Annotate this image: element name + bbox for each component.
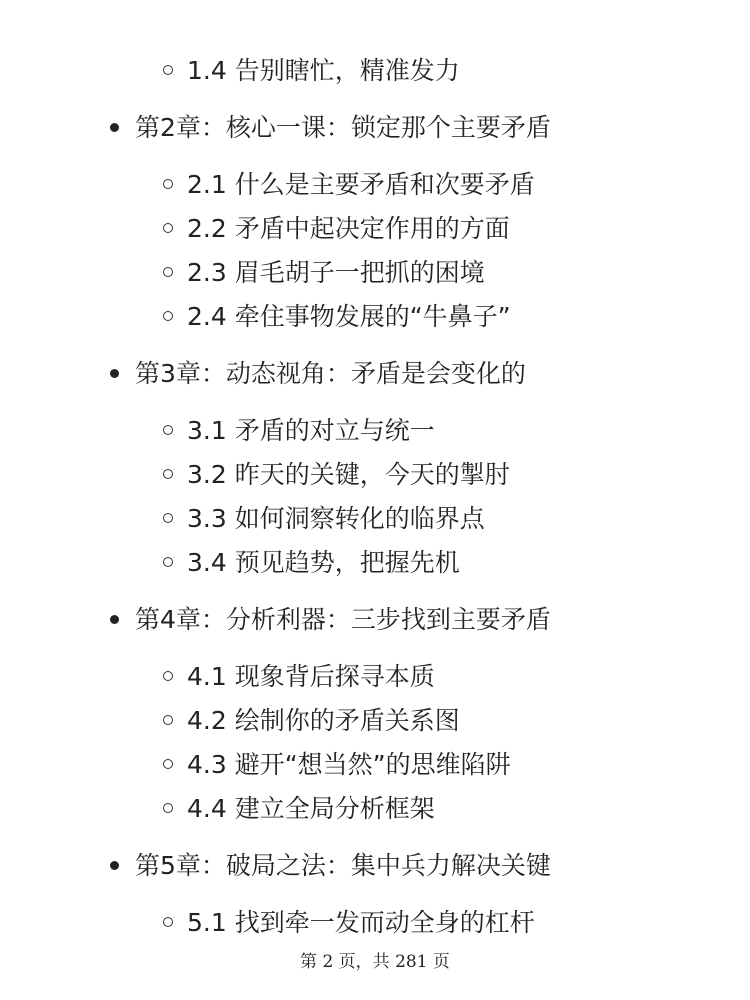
filled-disc-bullet-icon <box>110 123 119 132</box>
filled-disc-bullet-icon <box>110 861 119 870</box>
toc-section-item <box>163 297 511 337</box>
hollow-circle-bullet-icon <box>163 803 173 813</box>
hollow-circle-bullet-icon <box>163 759 173 769</box>
toc-item-text: 4.4 建立全局分析框架 <box>187 794 435 823</box>
toc-section-item <box>163 455 510 495</box>
toc-item-text: 第5章：破局之法：集中兵力解决关键 <box>135 851 551 880</box>
toc-section-item <box>163 253 485 293</box>
toc-item-text: 2.2 矛盾中起决定作用的方面 <box>187 214 510 243</box>
toc-item-text: 4.3 避开“想当然”的思维陷阱 <box>187 750 511 779</box>
hollow-circle-bullet-icon <box>163 917 173 927</box>
toc-item-text: 2.3 眉毛胡子一把抓的困境 <box>187 258 485 287</box>
hollow-circle-bullet-icon <box>163 425 173 435</box>
toc-section-item <box>163 209 510 249</box>
toc-item-text: 第4章：分析利器：三步找到主要矛盾 <box>135 605 551 634</box>
hollow-circle-bullet-icon <box>163 311 173 321</box>
toc-section-item <box>163 745 511 785</box>
hollow-circle-bullet-icon <box>163 469 173 479</box>
toc-section-item <box>163 165 535 205</box>
hollow-circle-bullet-icon <box>163 267 173 277</box>
toc-chapter-item <box>110 846 551 886</box>
toc-chapter-item <box>110 354 526 394</box>
toc-item-text: 2.4 牵住事物发展的“牛鼻子” <box>187 302 511 331</box>
toc-section-item <box>163 701 460 741</box>
toc-section-item <box>163 903 535 943</box>
filled-disc-bullet-icon <box>110 369 119 378</box>
toc-section-item <box>163 657 435 697</box>
toc-chapter-item <box>110 600 551 640</box>
hollow-circle-bullet-icon <box>163 223 173 233</box>
toc-item-text: 3.3 如何洞察转化的临界点 <box>187 504 485 533</box>
hollow-circle-bullet-icon <box>163 513 173 523</box>
toc-item-text: 4.2 绘制你的矛盾关系图 <box>187 706 460 735</box>
toc-item-text: 1.4 告别瞎忙，精准发力 <box>187 56 460 85</box>
hollow-circle-bullet-icon <box>163 671 173 681</box>
hollow-circle-bullet-icon <box>163 557 173 567</box>
toc-item-text: 3.2 昨天的关键，今天的掣肘 <box>187 460 510 489</box>
toc-chapter-item <box>110 108 551 148</box>
toc-item-text: 3.4 预见趋势，把握先机 <box>187 548 460 577</box>
toc-section-item <box>163 543 460 583</box>
hollow-circle-bullet-icon <box>163 179 173 189</box>
toc-item-text: 第3章：动态视角：矛盾是会变化的 <box>135 359 526 388</box>
toc-section-item <box>163 51 460 91</box>
toc-section-item <box>163 789 435 829</box>
toc-section-item <box>163 411 435 451</box>
toc-section-item <box>163 499 485 539</box>
hollow-circle-bullet-icon <box>163 65 173 75</box>
toc-item-text: 第2章：核心一课：锁定那个主要矛盾 <box>135 113 551 142</box>
filled-disc-bullet-icon <box>110 615 119 624</box>
page-number-footer: 第 2 页，共 281 页 <box>300 952 450 972</box>
toc-item-text: 5.1 找到牵一发而动全身的杠杆 <box>187 908 535 937</box>
toc-item-text: 4.1 现象背后探寻本质 <box>187 662 435 691</box>
toc-item-text: 2.1 什么是主要矛盾和次要矛盾 <box>187 170 535 199</box>
hollow-circle-bullet-icon <box>163 715 173 725</box>
toc-item-text: 3.1 矛盾的对立与统一 <box>187 416 435 445</box>
